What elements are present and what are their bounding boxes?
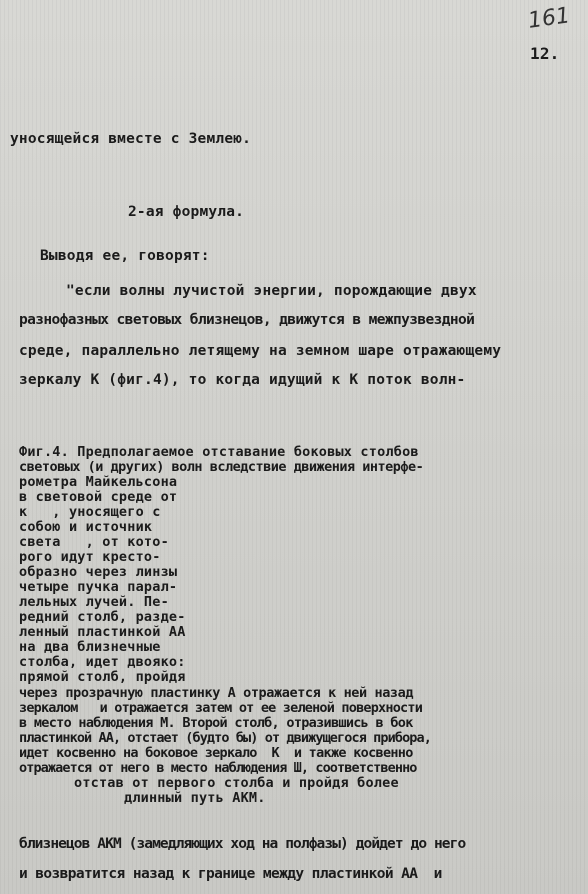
figure-caption-line: в место наблюдения М. Второй столб, отразившись в бок	[19, 715, 413, 731]
text-line: "если волны лучистой энергии, порождающие двух	[66, 283, 477, 299]
figure-caption-line: зеркалом и отражается затем от ее зеленой поверхности	[19, 700, 423, 716]
section-heading: 2-ая формула.	[128, 204, 245, 220]
figure-caption-line: через прозрачную пластинку А отражается к ней назад	[19, 685, 414, 701]
figure-caption-line: образно через линзы	[19, 564, 178, 580]
text-line: разнофазных световых близнецов, движутся в межпузвездной	[19, 312, 475, 328]
text-line: близнецов АКМ (замедляющих ход на полфазы) дойдет до него	[19, 836, 466, 852]
text-line: среде, параллельно летящему на земном шаре отражающему	[19, 343, 502, 359]
figure-caption-line: пластинкой АА, отстает (будто бы) от движущегося прибора,	[19, 730, 431, 746]
figure-caption-line: рого идут крестo-	[19, 549, 161, 565]
figure-caption-line: столба, идет двояко:	[19, 654, 186, 670]
figure-caption-line: в световой среде от	[19, 489, 178, 505]
figure-caption-line: лельных лучей. Пе-	[19, 594, 169, 610]
figure-caption-line: прямой столб, пройдя	[19, 669, 186, 685]
figure-caption-line: длинный путь АКМ.	[124, 790, 266, 806]
figure-caption-line: ленный пластинкой АА	[19, 624, 186, 640]
figure-caption-line: собою и источник	[19, 519, 153, 535]
figure-caption-line: отражается от него в место наблюдения Ш, соответственно	[19, 760, 417, 776]
figure-caption-line: четыре пучка парал-	[19, 579, 178, 595]
figure-caption-line: идет косвенно на боковое зеркало К и также косвенно	[19, 745, 413, 761]
figure-caption-line: Фиг.4. Предполагаемое отставание боковых столбов	[19, 444, 419, 460]
figure-caption-line: на два близнечные	[19, 639, 161, 655]
figure-caption-line: световых (и других) волн вследствие движения интерфе-	[19, 459, 424, 475]
archive-number: 161	[526, 3, 572, 34]
figure-caption-line: отстав от первого столба и пройдя более	[74, 775, 399, 791]
figure-caption-line: редний столб, разде-	[19, 609, 186, 625]
text-line: зеркалу К (фиг.4), то когда идущий к К поток волн-	[19, 372, 466, 388]
figure-caption-line: рометра Майкельсона	[19, 474, 178, 490]
text-line: уносящейся вместе с Землею.	[10, 131, 252, 147]
figure-caption-line: света , от кото-	[19, 534, 169, 550]
text-line: и возвратится назад к границе между пластинкой АА и	[19, 866, 442, 882]
page-number: 12.	[530, 44, 560, 63]
figure-caption-line: к , уносящего с	[19, 504, 161, 520]
text-line: Выводя ее, говорят:	[40, 248, 210, 264]
